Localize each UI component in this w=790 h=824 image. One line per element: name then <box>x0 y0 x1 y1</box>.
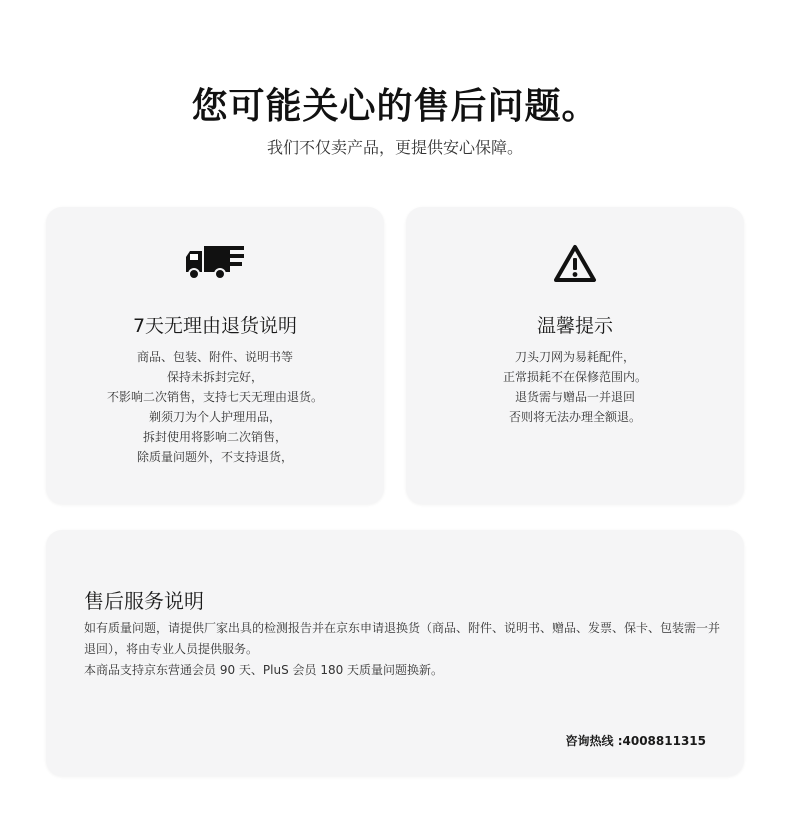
return-policy-card <box>46 207 384 504</box>
return-policy-line: 保持未拆封完好， <box>166 370 263 384</box>
reminder-line: 退货需与赠品一并退回 <box>514 390 635 404</box>
return-policy-text <box>46 347 384 467</box>
after-sales-service-title: 售后服务说明 <box>84 589 204 613</box>
return-policy-line: 不影响二次销售，支持七天无理由退货。 <box>106 390 323 404</box>
warning-triangle-icon <box>552 243 598 285</box>
after-sales-service-text <box>84 618 721 681</box>
after-sales-service-card <box>46 530 744 776</box>
service-line: 如有质量问题，请提供厂家出具的检测报告并在京东申请退换货（商品、附件、说明书、赠品、发票、保卡、包装需一并 <box>84 621 721 635</box>
return-policy-title: 7天无理由退货说明 <box>132 315 298 337</box>
reminder-line: 刀头刀网为易耗配件， <box>514 350 635 364</box>
return-policy-line: 商品、包装、附件、说明书等 <box>136 350 293 364</box>
return-policy-line: 拆封使用将影响二次销售， <box>142 430 287 444</box>
page-title: 您可能关心的售后问题。 <box>191 86 599 127</box>
reminder-line: 否则将无法办理全额退。 <box>508 410 641 424</box>
reminder-card <box>406 207 744 504</box>
service-hotline: 咨询热线 :4008811315 <box>565 734 706 748</box>
service-line: 本商品支持京东营通会员 90 天、PluS 会员 180 天质量问题换新。 <box>84 663 444 677</box>
service-line: 退回），将由专业人员提供服务。 <box>84 642 259 656</box>
reminder-line: 正常损耗不在保修范围内。 <box>502 370 647 384</box>
delivery-truck-icon <box>184 243 246 283</box>
return-policy-line: 剃须刀为个人护理用品， <box>148 410 281 424</box>
reminder-text <box>406 347 744 427</box>
return-policy-line: 除质量问题外，不支持退货， <box>136 450 293 464</box>
reminder-title: 温馨提示 <box>536 315 613 337</box>
page-subtitle: 我们不仅卖产品，更提供安心保障。 <box>266 138 523 157</box>
